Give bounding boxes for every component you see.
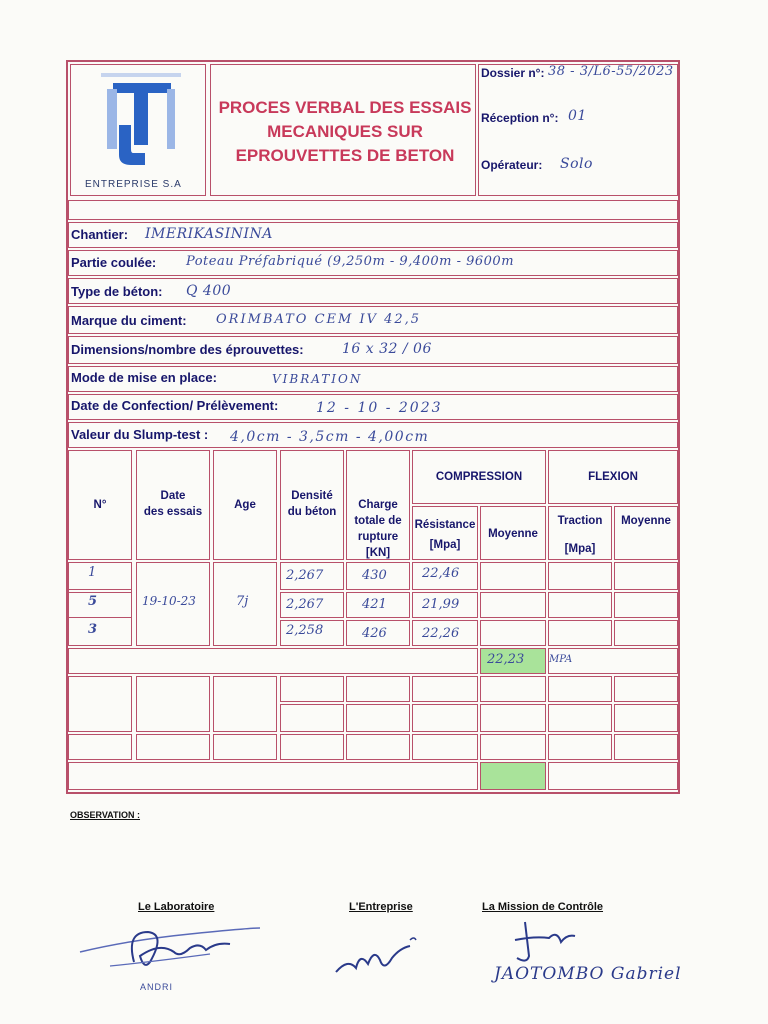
dossier-value: 38 - 3/L6-55/2023 xyxy=(548,64,674,79)
row1-charge: 430 xyxy=(362,568,387,583)
row1-densite: 2,267 xyxy=(286,568,324,583)
resistance-label: Résistance [Mpa] xyxy=(414,519,476,551)
no-cell-1 xyxy=(68,562,132,590)
traction-cell-3 xyxy=(548,620,612,646)
flexion-result-cell xyxy=(480,762,546,790)
empty-cell xyxy=(68,734,132,760)
mode-value: VIBRATION xyxy=(272,372,363,386)
operateur-label: Opérateur: xyxy=(481,158,543,172)
moyenne2-cell-1 xyxy=(614,562,678,590)
empty-cell xyxy=(68,676,132,732)
type-label: Type de béton: xyxy=(71,284,163,299)
traction-cell-1 xyxy=(548,562,612,590)
moyenne-result-value: 22,23 xyxy=(487,652,525,667)
moyenne2-label: Moyenne xyxy=(621,515,671,527)
row2-densite: 2,267 xyxy=(286,597,324,612)
entreprise-label: L'Entreprise xyxy=(349,901,413,913)
moyenne1-label: Moyenne xyxy=(488,528,538,540)
row3-resistance: 22,26 xyxy=(422,626,460,641)
moyenne-unit: MPA xyxy=(549,654,573,665)
blank-row xyxy=(68,200,678,220)
empty-cell xyxy=(614,704,678,732)
empty-cell xyxy=(548,762,678,790)
date-value: 19-10-23 xyxy=(142,594,196,608)
operateur-value: Solo xyxy=(560,156,593,172)
average-row-left xyxy=(68,648,478,674)
slump-label: Valeur du Slump-test : xyxy=(71,427,209,442)
row1-no: 1 xyxy=(88,565,97,580)
date-confection-value: 12 - 10 - 2023 xyxy=(316,400,443,416)
chantier-value: IMERIKASININA xyxy=(145,226,273,242)
date-confection-label: Date de Confection/ Prélèvement: xyxy=(71,398,279,413)
moyenne2-cell-2 xyxy=(614,592,678,618)
mission-signature-icon xyxy=(505,916,585,966)
empty-cell xyxy=(213,734,277,760)
moyenne2-cell-3 xyxy=(614,620,678,646)
compression-label: COMPRESSION xyxy=(435,471,523,483)
empty-cell xyxy=(346,734,410,760)
moyenne-cell-3 xyxy=(480,620,546,646)
entreprise-signature-icon xyxy=(330,928,430,988)
laboratoire-label: Le Laboratoire xyxy=(138,901,215,913)
dimensions-value: 16 x 32 / 06 xyxy=(342,341,432,357)
dimensions-label: Dimensions/nombre des éprouvettes: xyxy=(71,342,304,357)
type-value: Q 400 xyxy=(186,283,232,299)
empty-cell xyxy=(480,734,546,760)
reception-value: 01 xyxy=(568,108,587,124)
chantier-label: Chantier: xyxy=(71,227,129,242)
traction-label: Traction [Mpa] xyxy=(557,515,603,555)
reception-label: Réception n°: xyxy=(481,111,559,125)
empty-cell xyxy=(346,704,410,732)
company-logo-icon xyxy=(71,65,205,195)
col-densite-label: Densité du béton xyxy=(287,490,337,518)
empty-cell xyxy=(614,734,678,760)
document-title: PROCES VERBAL DES ESSAIS MECANIQUES SUR EPROUVETTES DE BETON xyxy=(218,98,472,165)
col-age-label: Age xyxy=(234,499,256,511)
laboratoire-signer-name: ANDRI xyxy=(140,982,174,992)
col-date-label: Date des essais xyxy=(143,490,203,518)
mission-label: La Mission de Contrôle xyxy=(482,901,604,913)
laboratoire-signature-icon xyxy=(70,912,270,992)
logo-box xyxy=(70,64,206,196)
mode-label: Mode de mise en place: xyxy=(71,370,217,385)
flexion-label: FLEXION xyxy=(588,471,638,483)
empty-cell xyxy=(280,704,344,732)
empty-cell xyxy=(548,734,612,760)
meta-box xyxy=(478,64,678,196)
empty-cell xyxy=(548,704,612,732)
row3-charge: 426 xyxy=(362,626,387,641)
partie-value: Poteau Préfabriqué (9,250m - 9,400m - 9600m xyxy=(186,254,515,269)
col-charge-label: Charge totale de rupture [KN] xyxy=(354,499,402,559)
col-no-label: N° xyxy=(93,499,107,511)
empty-cell xyxy=(68,762,478,790)
moyenne-cell-1 xyxy=(480,562,546,590)
age-value: 7j xyxy=(236,594,249,609)
observation-label: OBSERVATION : xyxy=(70,810,141,820)
marque-value: ORIMBATO CEM IV 42,5 xyxy=(216,312,422,327)
empty-cell xyxy=(280,676,344,702)
marque-label: Marque du ciment: xyxy=(71,313,187,328)
row2-resistance: 21,99 xyxy=(422,597,460,612)
traction-cell-2 xyxy=(548,592,612,618)
logo-text: ENTREPRISE S.A xyxy=(85,179,182,190)
empty-cell xyxy=(412,704,478,732)
row3-densite: 2,258 xyxy=(286,623,324,638)
dossier-label: Dossier n°: xyxy=(481,66,545,80)
empty-cell xyxy=(412,734,478,760)
slump-value: 4,0cm - 3,5cm - 4,00cm xyxy=(230,429,430,445)
no-cell-2 xyxy=(68,592,132,618)
empty-cell xyxy=(412,676,478,702)
empty-cell xyxy=(548,676,612,702)
empty-cell xyxy=(136,734,210,760)
empty-cell xyxy=(480,704,546,732)
mission-signer-name: JAOTOMBO Gabriel xyxy=(494,964,682,984)
empty-cell xyxy=(614,676,678,702)
row2-no: 5 xyxy=(88,594,98,609)
moyenne-cell-2 xyxy=(480,592,546,618)
row1-resistance: 22,46 xyxy=(422,566,460,581)
row3-no: 3 xyxy=(88,622,98,637)
partie-label: Partie coulée: xyxy=(71,255,157,270)
empty-cell xyxy=(480,676,546,702)
row2-charge: 421 xyxy=(362,597,387,612)
empty-cell xyxy=(213,676,277,732)
empty-cell xyxy=(136,676,210,732)
empty-cell xyxy=(346,676,410,702)
empty-cell xyxy=(280,734,344,760)
